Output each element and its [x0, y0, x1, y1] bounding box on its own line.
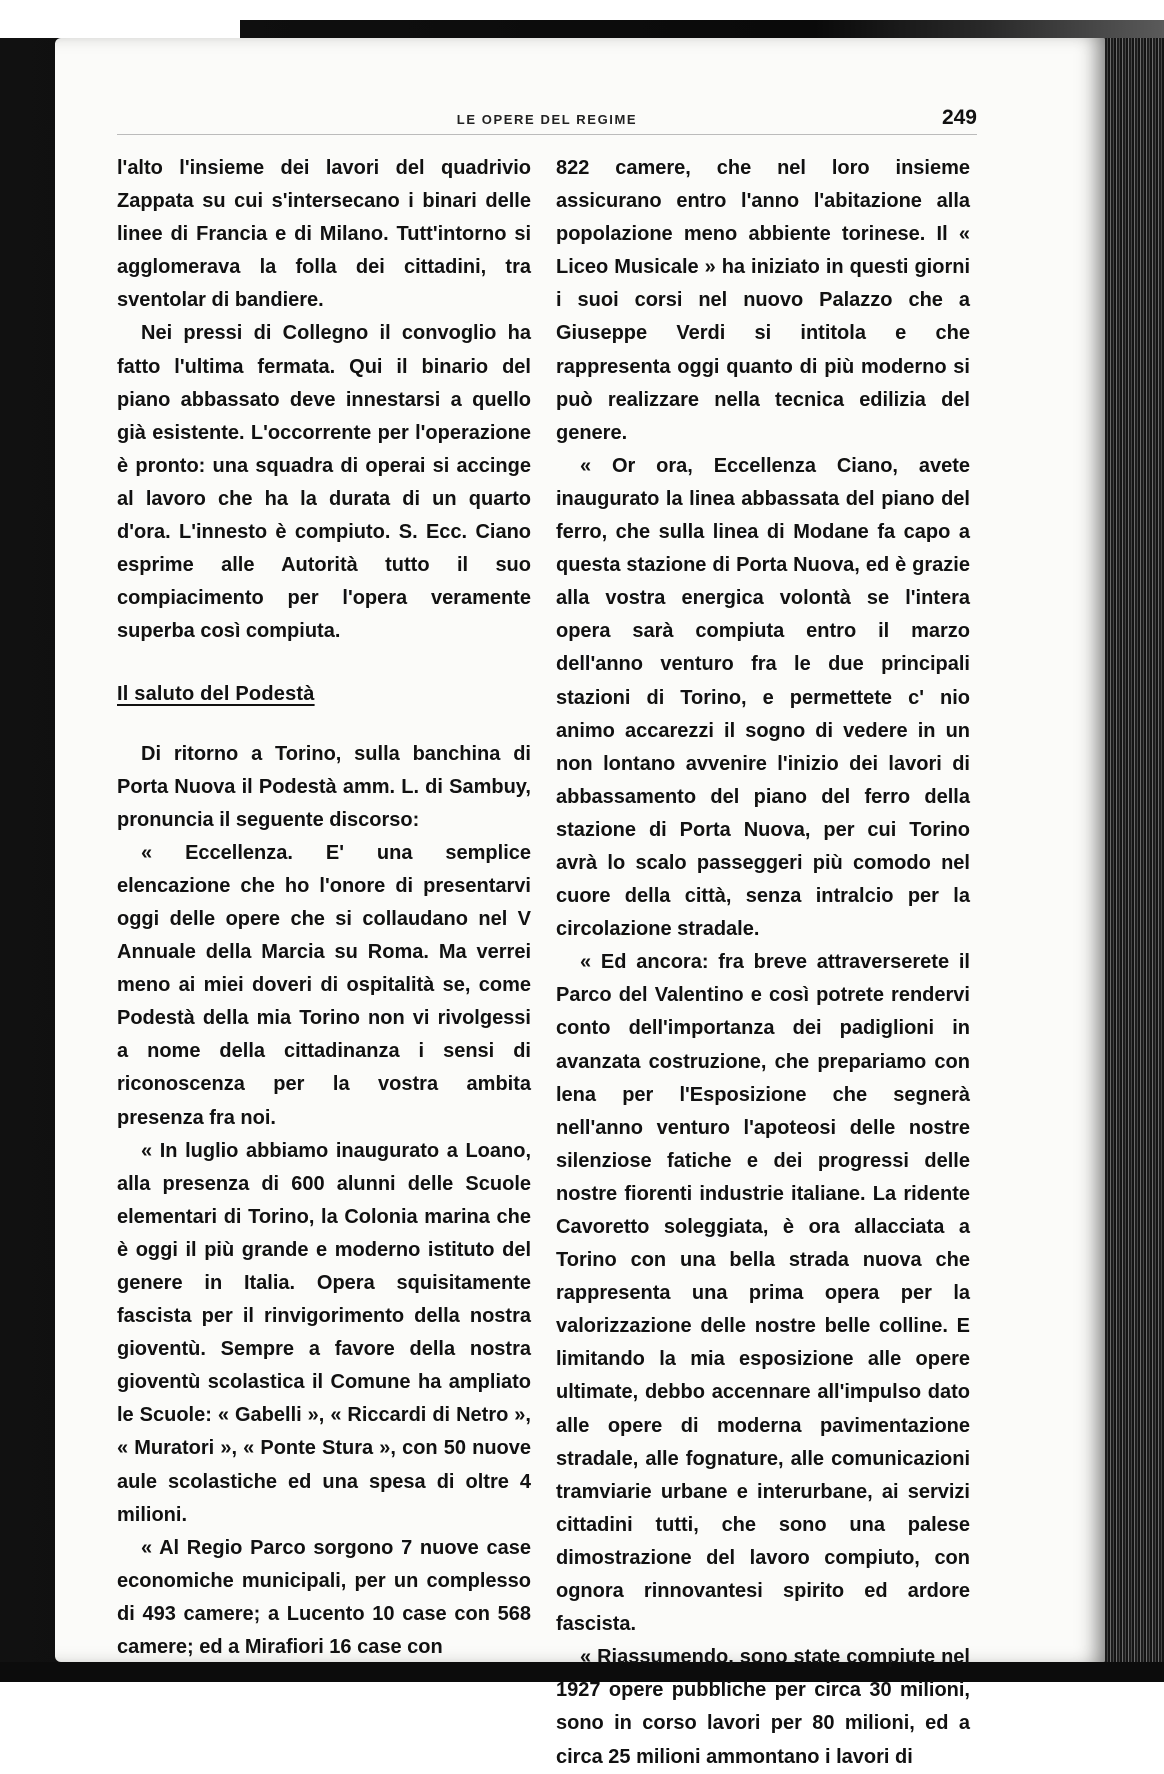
- section-heading: Il saluto del Podestà: [117, 683, 315, 706]
- header-rule: [117, 134, 977, 135]
- scan-top-left-notch: [0, 20, 240, 38]
- paragraph: 822 camere, che nel loro insieme assicurano entro l'anno l'abitazione alla popolazione meno abbiente torinese. Il « Liceo Musicale » ha iniziato in questi giorni i suoi corsi nel nuovo Palazzo che a Giuseppe Verdi si intitola e che rappresenta oggi quanto di più moderno si può realizzare nella tecnica edilizia del genere.: [556, 157, 970, 444]
- paragraph: l'alto l'insieme dei lavori del quadrivio Zappata su cui s'intersecano i binari delle linee di Francia e di Milano. Tutt'intorno si agglomerava la folla dei cittadini, tra sventolar di bandiere.: [117, 157, 531, 312]
- left-column: [117, 152, 531, 1664]
- paragraph: « Eccellenza. E' una semplice elencazione che ho l'onore di presentarvi oggi delle opere che si collaudano nel V Annuale della Marcia su Roma. Ma verrei meno ai miei doveri di ospitalità se, come Podestà della mia Torino non vi rivolgessi a nome della cittadinanza i sensi di riconoscenza per la vostra ambita presenza fra noi.: [117, 841, 531, 1129]
- paragraph: « Al Regio Parco sorgono 7 nuove case economiche municipali, per un complesso di 493 camere; a Lucento 10 case con 568 camere; ed a Mirafiori 16 case con: [117, 1536, 531, 1659]
- paragraph: « Riassumendo, sono state compiute nel 1927 opere pubbliche per circa 30 milioni, sono in corso lavori per 80 milioni, ed a circa 25 milioni ammontano i lavori di: [556, 1646, 970, 1768]
- scan-top-margin: [0, 0, 1164, 20]
- paragraph: « Ed ancora: fra breve attraverserete il Parco del Valentino e così potrete rendervi conto dell'importanza dei padiglioni in avanzata costruzione, che prepariamo con lena per l'Esposizione che segnerà nell'anno venturo l'apoteosi delle nostre silenziose fatiche e dei progressi delle nostre fiorenti industrie italiane. La ridente Cavoretto soleggiata, è ora allacciata a Torino con una bella strada nuova che rappresenta una prima opera per la valorizzazione delle nostre belle colline. E limitando la mia esposizione alle opere ultimate, debbo accennare all'impulso dato alle opere di moderna pavimentazione stradale, alle fognature, alle comunicazioni tramviarie urbane e interurbane, ai servizi cittadini tutti, che sono una palese dimostrazione del lavoro compiuto, con ognora rinnovantesi spirito ed ardore fascista.: [556, 951, 970, 1636]
- paragraph: Di ritorno a Torino, sulla banchina di Porta Nuova il Podestà amm. L. di Sambuy, pronuncia il seguente discorso:: [117, 742, 531, 831]
- paragraph: « Or ora, Eccellenza Ciano, avete inaugurato la linea abbassata del piano del ferro, che sulla linea di Modane fa capo a questa stazione di Porta Nuova, ed è grazie alla vostra energica volontà se l'intera opera sarà compiuta entro il marzo dell'anno venturo fra le due principali stazioni di Torino, e permettete c' nio animo accarezzi il sogno di vedere in un non lontano avvenire l'inizio dei lavori di abbassamento del piano del ferro della stazione di Porta Nuova, per cui Torino avrà lo scalo passeggeri più comodo nel cuore della città, senza intralcio per la circolazione stradale.: [556, 454, 970, 941]
- paragraph: Nei pressi di Collegno il convoglio ha fatto l'ultima fermata. Qui il binario del piano abbassato deve innestarsi a quello già esistente. L'occorrente per l'operazione è pronto: una squadra di operai si accinge al lavoro che ha la durata di un quarto d'ora. L'innesto è compiuto. S. Ecc. Ciano esprime alle Autorità tutto il suo compiacimento per l'opera veramente superba così compiuta.: [117, 322, 531, 643]
- page-number: 249: [941, 106, 977, 129]
- running-header: [117, 106, 977, 136]
- book-page-edges: [1105, 38, 1164, 1682]
- paragraph: « In luglio abbiamo inaugurato a Loano, alla presenza di 600 alunni delle Scuole elementari di Torino, la Colonia marina che è oggi il più grande e moderno istituto del genere in Italia. Opera squisitamente fascista per il rinvigorimento della nostra gioventù. Sempre a favore della nostra gioventù scolastica il Comune ha ampliato le Scuole: « Gabelli », « Riccardi di Netro », « Muratori », « Ponte Stura », con 50 nuove aule scolastiche ed una spesa di oltre 4 milioni.: [117, 1139, 531, 1526]
- right-column: [556, 152, 970, 1774]
- running-title: LE OPERE DEL REGIME: [456, 112, 638, 127]
